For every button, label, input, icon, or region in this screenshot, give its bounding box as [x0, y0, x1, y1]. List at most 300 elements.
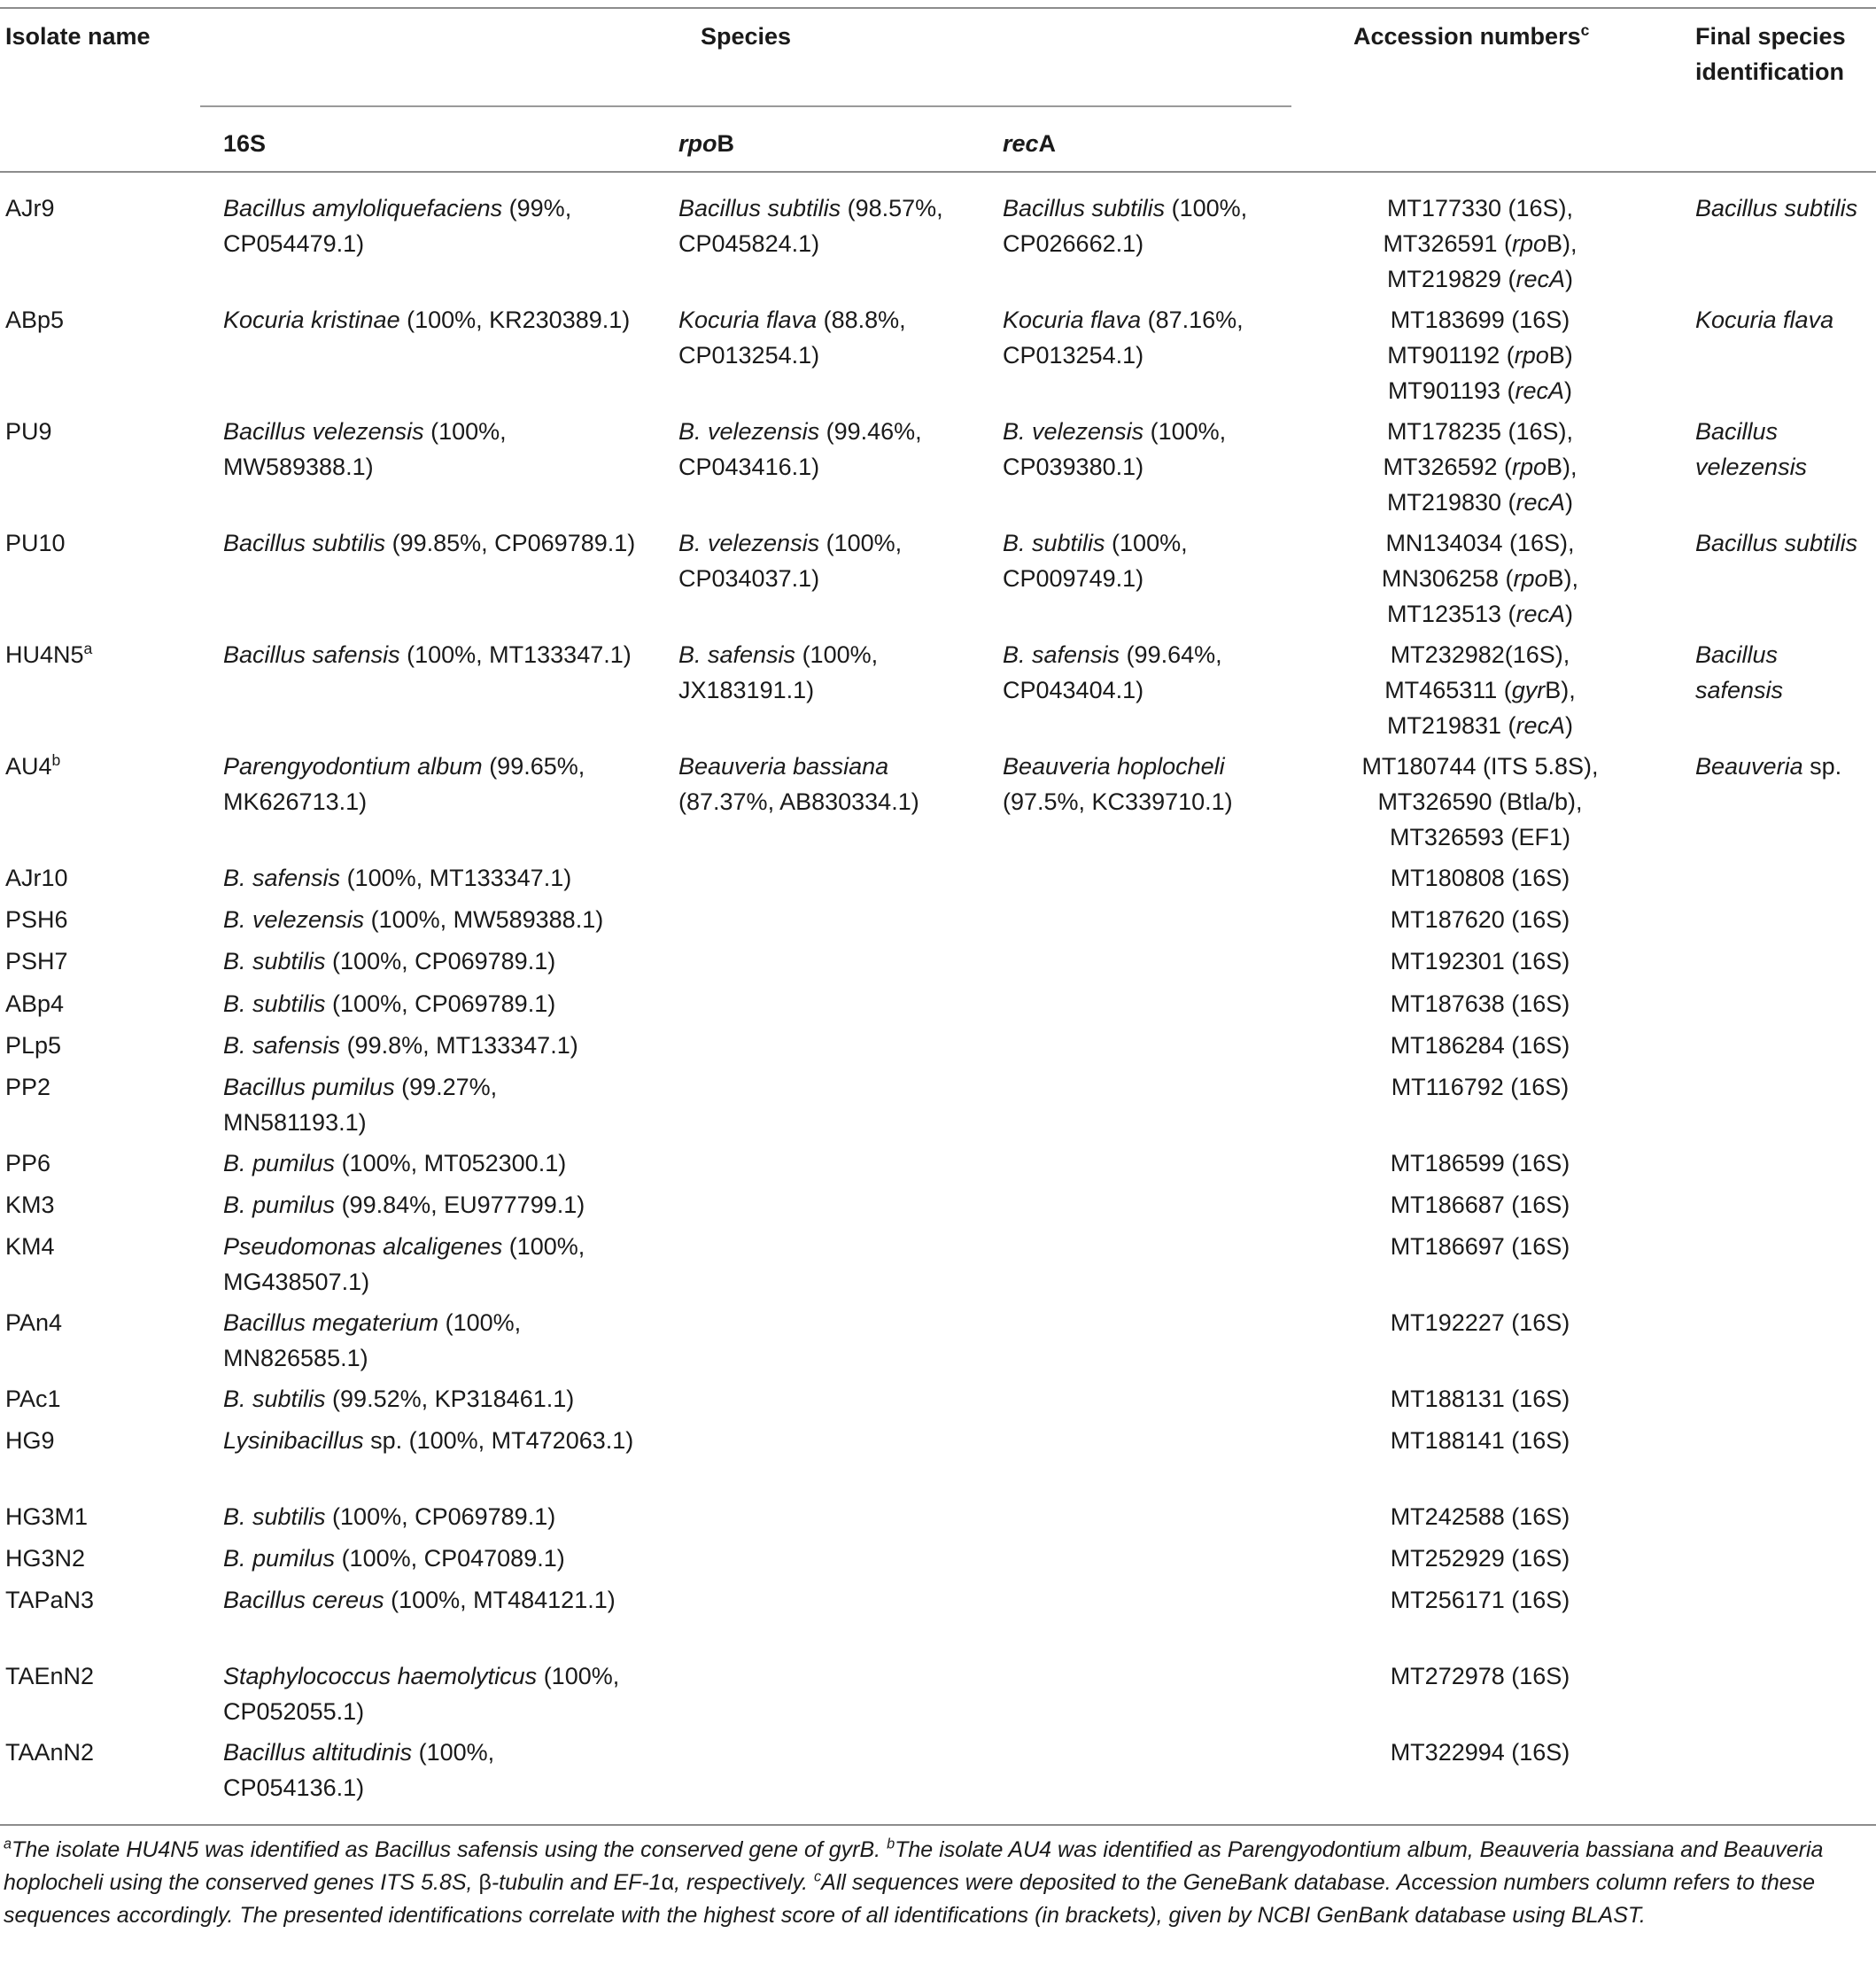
- accession-italic: rpo: [1512, 454, 1547, 480]
- isolate-name-superscript: b: [51, 751, 61, 769]
- isolate-name-text: TAEnN2: [5, 1663, 95, 1689]
- accession-italic: rpo: [1514, 342, 1549, 369]
- species-s16-italic: Bacillus velezensis: [223, 418, 424, 445]
- subheader-rpob-plain: B: [717, 130, 734, 157]
- accession-text: MT242588 (16S): [1390, 1503, 1570, 1530]
- accession-text: MT180808 (16S): [1390, 865, 1570, 891]
- accession-text: MT219831 (: [1386, 712, 1516, 739]
- final-species-cell: [1695, 749, 1871, 784]
- accession-line: [1353, 1582, 1607, 1618]
- subheader-rpob: [678, 126, 734, 161]
- species-rpob-cell: [678, 749, 971, 819]
- accession-text: MT326592 (: [1383, 454, 1513, 480]
- accession-text: MT192301 (16S): [1390, 948, 1570, 974]
- accession-text: MT186599 (16S): [1390, 1150, 1570, 1176]
- species-s16-text: (100%, MT052300.1): [335, 1150, 567, 1176]
- accession-line: [1353, 1735, 1607, 1770]
- species-s16-italic: Bacillus megaterium: [223, 1309, 439, 1336]
- final-species-italic: Bacillus velezensis: [1695, 418, 1808, 480]
- accession-numbers-cell: [1353, 860, 1607, 896]
- species-reca-text: (100%, CP026662.1): [1003, 195, 1248, 257]
- subheader-reca: [1003, 126, 1056, 161]
- isolate-name-text: TAAnN2: [5, 1739, 95, 1766]
- accession-line: [1353, 708, 1607, 743]
- species-s16-text: (99.65%, MK626713.1): [223, 753, 585, 815]
- accession-text: MT188131 (16S): [1390, 1386, 1570, 1412]
- species-s16-cell: [223, 1735, 640, 1805]
- accession-numbers-cell: [1353, 1658, 1607, 1694]
- accession-numbers-cell: [1353, 414, 1607, 520]
- species-s16-cell: [223, 1187, 640, 1223]
- species-reca-text: (100%, CP009749.1): [1003, 530, 1188, 592]
- species-s16-text: (99.52%, KP318461.1): [325, 1386, 575, 1412]
- species-rpob-italic: Bacillus subtilis: [678, 195, 841, 221]
- final-species-italic: Bacillus subtilis: [1695, 195, 1858, 221]
- accession-italic: recA: [1516, 712, 1566, 739]
- species-s16-text: (99.85%, CP069789.1): [385, 530, 636, 556]
- species-s16-cell: [223, 1658, 640, 1729]
- species-rpob-text: (100%, JX183191.1): [678, 641, 879, 703]
- species-s16-italic: Bacillus cereus: [223, 1587, 384, 1613]
- isolate-name-text: PAc1: [5, 1386, 61, 1412]
- species-s16-italic: B. velezensis: [223, 906, 365, 933]
- isolate-name-cell: [5, 302, 200, 338]
- header-bottom-rule: [0, 171, 1876, 173]
- accession-numbers-cell: [1353, 1541, 1607, 1576]
- species-s16-italic: B. subtilis: [223, 1386, 326, 1412]
- subheader-reca-italic: rec: [1003, 130, 1039, 157]
- species-s16-text: (100%, MG438507.1): [223, 1233, 585, 1295]
- footnote-superscript: b: [887, 1836, 895, 1852]
- species-s16-italic: B. safensis: [223, 1032, 341, 1059]
- footnote-text: The isolate HU4N5 was identified as Bacillus safensis using the conserved gene of gyrB.: [12, 1837, 888, 1862]
- accession-numbers-cell: [1353, 1499, 1607, 1534]
- accession-italic: recA: [1516, 489, 1566, 516]
- accession-line: [1353, 596, 1607, 632]
- footnote-text: , respectively.: [674, 1870, 815, 1895]
- isolate-name-cell: [5, 525, 200, 561]
- accession-line: [1353, 637, 1607, 672]
- accession-italic: recA: [1515, 377, 1565, 404]
- accession-line: [1353, 819, 1607, 855]
- species-s16-text: (100%, CP054136.1): [223, 1739, 495, 1801]
- accession-italic: gyr: [1511, 677, 1546, 703]
- footnote-text: β: [478, 1870, 492, 1895]
- species-rpob-cell: [678, 525, 971, 596]
- accession-text: MT326591 (: [1383, 230, 1513, 257]
- isolate-name-text: PSH6: [5, 906, 68, 933]
- accession-line: [1353, 860, 1607, 896]
- accession-italic: rpo: [1512, 230, 1547, 257]
- table-top-rule: [0, 7, 1876, 9]
- accession-text: MT186687 (16S): [1390, 1192, 1570, 1218]
- subheader-16s: 16S: [223, 130, 267, 157]
- species-s16-cell: [223, 1229, 640, 1300]
- isolate-name-cell: [5, 1381, 200, 1417]
- accession-line: [1353, 485, 1607, 520]
- isolate-name-text: PU10: [5, 530, 66, 556]
- species-s16-italic: B. pumilus: [223, 1192, 336, 1218]
- header-isolate-name: Isolate name: [5, 23, 151, 50]
- final-species-italic: Bacillus subtilis: [1695, 530, 1858, 556]
- accession-italic: recA: [1516, 266, 1566, 292]
- accession-italic: rpo: [1513, 565, 1548, 592]
- isolate-name-cell: [5, 1582, 200, 1618]
- species-rpob-italic: B. safensis: [678, 641, 796, 668]
- accession-line: [1353, 672, 1607, 708]
- accession-line: [1353, 784, 1607, 819]
- accession-line: [1353, 261, 1607, 297]
- accession-line: [1353, 373, 1607, 408]
- species-reca-cell: [1003, 525, 1295, 596]
- accession-numbers-cell: [1353, 1305, 1607, 1340]
- species-reca-italic: Bacillus subtilis: [1003, 195, 1166, 221]
- species-s16-text: (100%, CP069789.1): [325, 948, 556, 974]
- isolate-name-cell: [5, 943, 200, 979]
- isolate-name-cell: [5, 190, 200, 226]
- accession-numbers-cell: [1353, 986, 1607, 1021]
- species-reca-cell: [1003, 190, 1295, 261]
- isolate-name-cell: [5, 1229, 200, 1264]
- species-s16-italic: Bacillus subtilis: [223, 530, 386, 556]
- final-species-cell: [1695, 525, 1871, 561]
- species-s16-text: (100%, MN826585.1): [223, 1309, 522, 1371]
- species-s16-italic: Bacillus amyloliquefaciens: [223, 195, 503, 221]
- header-accession-sup: c: [1580, 21, 1590, 39]
- species-reca-italic: B. velezensis: [1003, 418, 1144, 445]
- accession-numbers-cell: [1353, 1145, 1607, 1181]
- accession-line: [1353, 986, 1607, 1021]
- accession-text: ): [1564, 377, 1573, 404]
- accession-numbers-cell: [1353, 637, 1607, 743]
- isolate-name-text: PP6: [5, 1150, 51, 1176]
- species-rpob-cell: [678, 190, 971, 261]
- accession-numbers-cell: [1353, 1735, 1607, 1770]
- header-accession-label: Accession numbers: [1353, 23, 1581, 50]
- accession-text: MT192227 (16S): [1390, 1309, 1570, 1336]
- isolate-name-cell: [5, 1305, 200, 1340]
- species-rpob-text: (100%, CP034037.1): [678, 530, 903, 592]
- footnote-text: α: [661, 1870, 675, 1895]
- species-s16-cell: [223, 1423, 640, 1458]
- species-s16-italic: Kocuria kristinae: [223, 307, 400, 333]
- accession-text: MT186284 (16S): [1390, 1032, 1570, 1059]
- accession-line: [1353, 1229, 1607, 1264]
- isolate-name-text: AU4: [5, 753, 52, 780]
- isolate-name-cell: [5, 1187, 200, 1223]
- accession-numbers-cell: [1353, 749, 1607, 855]
- species-rpob-text: (99.46%, CP043416.1): [678, 418, 922, 480]
- species-s16-text: (100%, MW589388.1): [223, 418, 507, 480]
- accession-numbers-cell: [1353, 1423, 1607, 1458]
- species-s16-text: (100%, MW589388.1): [364, 906, 604, 933]
- isolate-name-cell: [5, 1499, 200, 1534]
- isolate-name-cell: [5, 1735, 200, 1770]
- accession-text: B),: [1547, 565, 1579, 592]
- species-reca-text: (87.16%, CP013254.1): [1003, 307, 1244, 369]
- accession-text: MT326590 (Btla/b),: [1377, 788, 1583, 815]
- accession-text: ): [1565, 266, 1574, 292]
- isolate-name-cell: [5, 414, 200, 449]
- species-reca-text: (99.64%, CP043404.1): [1003, 641, 1222, 703]
- species-reca-italic: Kocuria flava: [1003, 307, 1142, 333]
- species-s16-cell: [223, 525, 640, 561]
- species-s16-cell: [223, 637, 640, 672]
- species-s16-italic: B. safensis: [223, 865, 341, 891]
- accession-text: MN134034 (16S),: [1385, 530, 1575, 556]
- accession-line: [1353, 902, 1607, 937]
- species-s16-text: (99.84%, EU977799.1): [335, 1192, 585, 1218]
- species-reca-cell: [1003, 414, 1295, 485]
- species-s16-text: (100%, KR230389.1): [399, 307, 631, 333]
- species-s16-italic: Bacillus pumilus: [223, 1074, 395, 1100]
- accession-text: ): [1565, 489, 1574, 516]
- accession-line: [1353, 1423, 1607, 1458]
- accession-numbers-cell: [1353, 1028, 1607, 1063]
- accession-numbers-cell: [1353, 525, 1607, 632]
- accession-line: [1353, 1541, 1607, 1576]
- isolate-name-text: ABp5: [5, 307, 65, 333]
- species-s16-italic: B. subtilis: [223, 1503, 326, 1530]
- species-s16-cell: [223, 1145, 640, 1181]
- isolate-name-text: KM3: [5, 1192, 55, 1218]
- isolate-name-text: HG3N2: [5, 1545, 86, 1572]
- final-species-text: sp.: [1802, 753, 1842, 780]
- accession-text: MT187638 (16S): [1390, 990, 1570, 1017]
- species-s16-cell: [223, 1541, 640, 1576]
- accession-text: MT232982(16S),: [1390, 641, 1570, 668]
- species-s16-italic: B. pumilus: [223, 1150, 336, 1176]
- accession-numbers-cell: [1353, 902, 1607, 937]
- accession-text: MT123513 (: [1386, 601, 1516, 627]
- accession-numbers-cell: [1353, 1229, 1607, 1264]
- accession-text: MT186697 (16S): [1390, 1233, 1570, 1260]
- species-reca-cell: [1003, 749, 1295, 819]
- header-final-species-line2: identification: [1695, 58, 1844, 85]
- isolate-name-cell: [5, 1541, 200, 1576]
- final-species-italic: Kocuria flava: [1695, 307, 1834, 333]
- isolate-name-cell: [5, 1423, 200, 1458]
- accession-numbers-cell: [1353, 1069, 1607, 1105]
- subheader-reca-plain: A: [1038, 130, 1057, 157]
- table-footnote: [4, 1834, 1872, 1932]
- accession-text: MT188141 (16S): [1390, 1427, 1570, 1454]
- species-reca-italic: B. safensis: [1003, 641, 1120, 668]
- isolate-name-text: AJr10: [5, 865, 68, 891]
- isolate-name-text: PSH7: [5, 948, 68, 974]
- species-s16-cell: [223, 1069, 640, 1140]
- species-s16-cell: [223, 860, 640, 896]
- species-s16-cell: [223, 1499, 640, 1534]
- isolate-name-cell: [5, 749, 200, 784]
- final-species-cell: [1695, 414, 1871, 485]
- accession-text: MN306258 (: [1381, 565, 1514, 592]
- species-s16-text: sp. (100%, MT472063.1): [363, 1427, 634, 1454]
- species-s16-text: (100%, CP052055.1): [223, 1663, 620, 1725]
- accession-text: B): [1548, 342, 1573, 369]
- species-s16-italic: B. subtilis: [223, 990, 326, 1017]
- accession-text: MT901192 (: [1387, 342, 1515, 369]
- footnote-superscript: c: [814, 1868, 822, 1885]
- final-species-cell: [1695, 190, 1871, 226]
- species-s16-text: (99.27%, MN581193.1): [223, 1074, 498, 1136]
- accession-numbers-cell: [1353, 1381, 1607, 1417]
- species-rpob-cell: [678, 414, 971, 485]
- accession-text: MT177330 (16S),: [1386, 195, 1574, 221]
- accession-numbers-cell: [1353, 302, 1607, 408]
- accession-text: MT187620 (16S): [1390, 906, 1570, 933]
- species-subheader-rule: [200, 105, 1291, 107]
- isolate-name-text: PAn4: [5, 1309, 63, 1336]
- accession-text: B),: [1545, 677, 1576, 703]
- accession-line: [1353, 1028, 1607, 1063]
- footnote-superscript: a: [4, 1836, 12, 1852]
- species-s16-italic: Bacillus safensis: [223, 641, 400, 668]
- isolate-name-text: KM4: [5, 1233, 55, 1260]
- accession-numbers-cell: [1353, 190, 1607, 297]
- species-rpob-cell: [678, 637, 971, 708]
- isolate-name-cell: [5, 1658, 200, 1694]
- isolate-name-cell: [5, 902, 200, 937]
- accession-italic: recA: [1516, 601, 1566, 627]
- isolate-name-text: HG3M1: [5, 1503, 89, 1530]
- accession-text: B),: [1547, 230, 1578, 257]
- species-s16-cell: [223, 986, 640, 1021]
- species-rpob-text: (87.37%, AB830334.1): [678, 788, 919, 815]
- footnote-text: -tubulin and EF-1: [491, 1870, 662, 1895]
- accession-numbers-cell: [1353, 1187, 1607, 1223]
- accession-text: MT256171 (16S): [1390, 1587, 1570, 1613]
- species-s16-text: (100%, MT133347.1): [399, 641, 632, 668]
- accession-line: [1353, 1145, 1607, 1181]
- species-rpob-italic: B. velezensis: [678, 530, 820, 556]
- accession-line: [1353, 1381, 1607, 1417]
- isolate-name-text: ABp4: [5, 990, 65, 1017]
- species-s16-italic: B. pumilus: [223, 1545, 336, 1572]
- species-rpob-text: (98.57%, CP045824.1): [678, 195, 943, 257]
- species-s16-cell: [223, 902, 640, 937]
- isolate-name-text: PLp5: [5, 1032, 62, 1059]
- species-s16-cell: [223, 1305, 640, 1376]
- final-species-italic: Beauveria: [1695, 753, 1803, 780]
- species-rpob-italic: Kocuria flava: [678, 307, 818, 333]
- species-s16-italic: Lysinibacillus: [223, 1427, 364, 1454]
- species-s16-cell: [223, 1028, 640, 1063]
- isolate-name-text: TAPaN3: [5, 1587, 95, 1613]
- accession-line: [1353, 525, 1607, 561]
- species-s16-italic: Bacillus altitudinis: [223, 1739, 413, 1766]
- accession-line: [1353, 561, 1607, 596]
- species-reca-cell: [1003, 637, 1295, 708]
- species-s16-italic: Pseudomonas alcaligenes: [223, 1233, 503, 1260]
- species-s16-italic: B. subtilis: [223, 948, 326, 974]
- species-rpob-italic: Beauveria bassiana: [678, 753, 889, 780]
- accession-text: MT901193 (: [1387, 377, 1516, 404]
- isolate-name-cell: [5, 1069, 200, 1105]
- species-s16-italic: Parengyodontium album: [223, 753, 483, 780]
- accession-line: [1353, 1658, 1607, 1694]
- species-s16-cell: [223, 749, 640, 819]
- accession-text: MT219830 (: [1386, 489, 1516, 516]
- species-reca-cell: [1003, 302, 1295, 373]
- isolate-name-text: HU4N5: [5, 641, 84, 668]
- accession-line: [1353, 1069, 1607, 1105]
- accession-line: [1353, 1187, 1607, 1223]
- isolate-name-text: PP2: [5, 1074, 51, 1100]
- isolate-name-cell: [5, 637, 200, 672]
- species-s16-cell: [223, 943, 640, 979]
- species-s16-text: (99.8%, MT133347.1): [340, 1032, 578, 1059]
- isolate-name-text: HG9: [5, 1427, 55, 1454]
- species-s16-text: (100%, MT133347.1): [340, 865, 572, 891]
- accession-text: MT465311 (: [1384, 677, 1512, 703]
- accession-text: MT219829 (: [1386, 266, 1516, 292]
- accession-text: MT183699 (16S): [1390, 307, 1570, 333]
- accession-line: [1353, 414, 1607, 449]
- species-s16-text: (100%, MT484121.1): [384, 1587, 616, 1613]
- accession-text: MT322994 (16S): [1390, 1739, 1570, 1766]
- isolate-name-cell: [5, 860, 200, 896]
- isolate-name-text: PU9: [5, 418, 52, 445]
- species-reca-text: (97.5%, KC339710.1): [1003, 788, 1233, 815]
- accession-text: ): [1565, 712, 1574, 739]
- isolate-name-cell: [5, 986, 200, 1021]
- accession-text: ): [1565, 601, 1574, 627]
- isolate-name-superscript: a: [83, 640, 93, 657]
- species-s16-cell: [223, 190, 640, 261]
- species-s16-text: (100%, CP069789.1): [325, 990, 556, 1017]
- species-s16-cell: [223, 302, 640, 338]
- species-s16-text: (100%, CP069789.1): [325, 1503, 556, 1530]
- accession-line: [1353, 449, 1607, 485]
- accession-line: [1353, 302, 1607, 338]
- species-rpob-text: (88.8%, CP013254.1): [678, 307, 906, 369]
- accession-text: MT326593 (EF1): [1389, 824, 1571, 850]
- species-reca-italic: B. subtilis: [1003, 530, 1105, 556]
- isolate-name-cell: [5, 1145, 200, 1181]
- isolate-name-cell: [5, 1028, 200, 1063]
- final-species-italic: Bacillus safensis: [1695, 641, 1784, 703]
- header-accession-numbers: [1353, 19, 1589, 54]
- species-s16-text: (100%, CP047089.1): [335, 1545, 565, 1572]
- footnote-text: The isolate AU4 was identified as Parengyodontium album, Beauveria bassiana and Beauveria hoplocheli using the conserved genes ITS 5.8S,: [4, 1837, 1824, 1895]
- accession-line: [1353, 1499, 1607, 1534]
- species-s16-text: (99%, CP054479.1): [223, 195, 572, 257]
- header-final-species-line1: Final species: [1695, 23, 1846, 50]
- species-s16-italic: Staphylococcus haemolyticus: [223, 1663, 538, 1689]
- footnote-text: All sequences were deposited to the GeneBank database. Accession numbers column refers to these sequences accordingly. The presented identifications correlate with the highest score of all identifications (in brackets), given by NCBI GenBank database using BLAST.: [4, 1870, 1816, 1928]
- species-rpob-cell: [678, 302, 971, 373]
- accession-text: MT272978 (16S): [1390, 1663, 1570, 1689]
- header-species: Species: [700, 23, 792, 50]
- accession-text: MT116792 (16S): [1391, 1074, 1570, 1100]
- species-reca-text: (100%, CP039380.1): [1003, 418, 1227, 480]
- accession-line: [1353, 1305, 1607, 1340]
- species-rpob-italic: B. velezensis: [678, 418, 820, 445]
- accession-line: [1353, 338, 1607, 373]
- species-s16-cell: [223, 1582, 640, 1618]
- accession-line: [1353, 749, 1607, 784]
- accession-text: MT180744 (ITS 5.8S),: [1361, 753, 1599, 780]
- accession-line: [1353, 943, 1607, 979]
- accession-text: B),: [1547, 454, 1578, 480]
- isolate-name-text: AJr9: [5, 195, 55, 221]
- accession-numbers-cell: [1353, 943, 1607, 979]
- accession-text: MT178235 (16S),: [1386, 418, 1574, 445]
- accession-text: MT252929 (16S): [1390, 1545, 1570, 1572]
- table-bottom-rule: [0, 1824, 1876, 1826]
- species-reca-italic: Beauveria hoplocheli: [1003, 753, 1225, 780]
